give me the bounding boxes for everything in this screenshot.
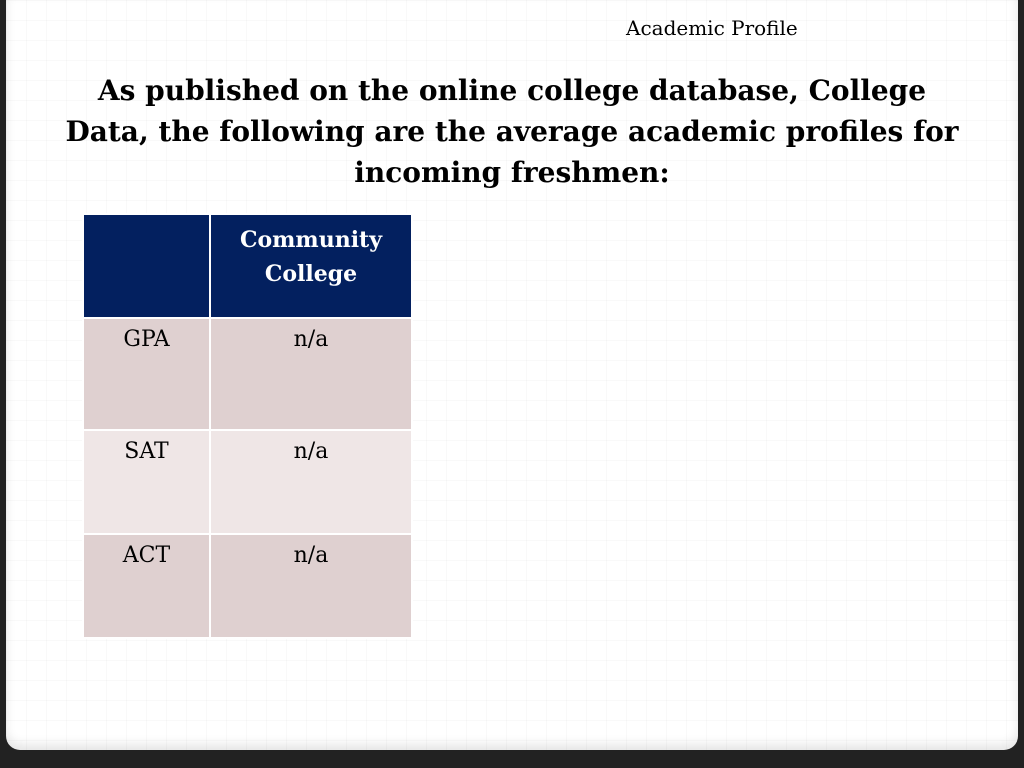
table-header-cell-community-college: Community College — [210, 214, 412, 318]
table-row — [83, 318, 412, 430]
row-value-gpa: n/a — [210, 318, 412, 430]
row-value-sat: n/a — [210, 430, 412, 534]
table-header-row — [83, 214, 412, 318]
academic-profile-table — [82, 213, 413, 639]
table-header-cell-blank — [83, 214, 210, 318]
row-label-gpa: GPA — [83, 318, 210, 430]
slide — [6, 0, 1018, 750]
row-value-act: n/a — [210, 534, 412, 638]
table-row — [83, 430, 412, 534]
row-label-act: ACT — [83, 534, 210, 638]
slide-title: Academic Profile — [626, 16, 798, 40]
slide-body-text: As published on the online college database, College Data, the following are the average academic profiles for incoming freshmen: — [65, 74, 959, 189]
row-label-sat: SAT — [83, 430, 210, 534]
table-row — [83, 534, 412, 638]
